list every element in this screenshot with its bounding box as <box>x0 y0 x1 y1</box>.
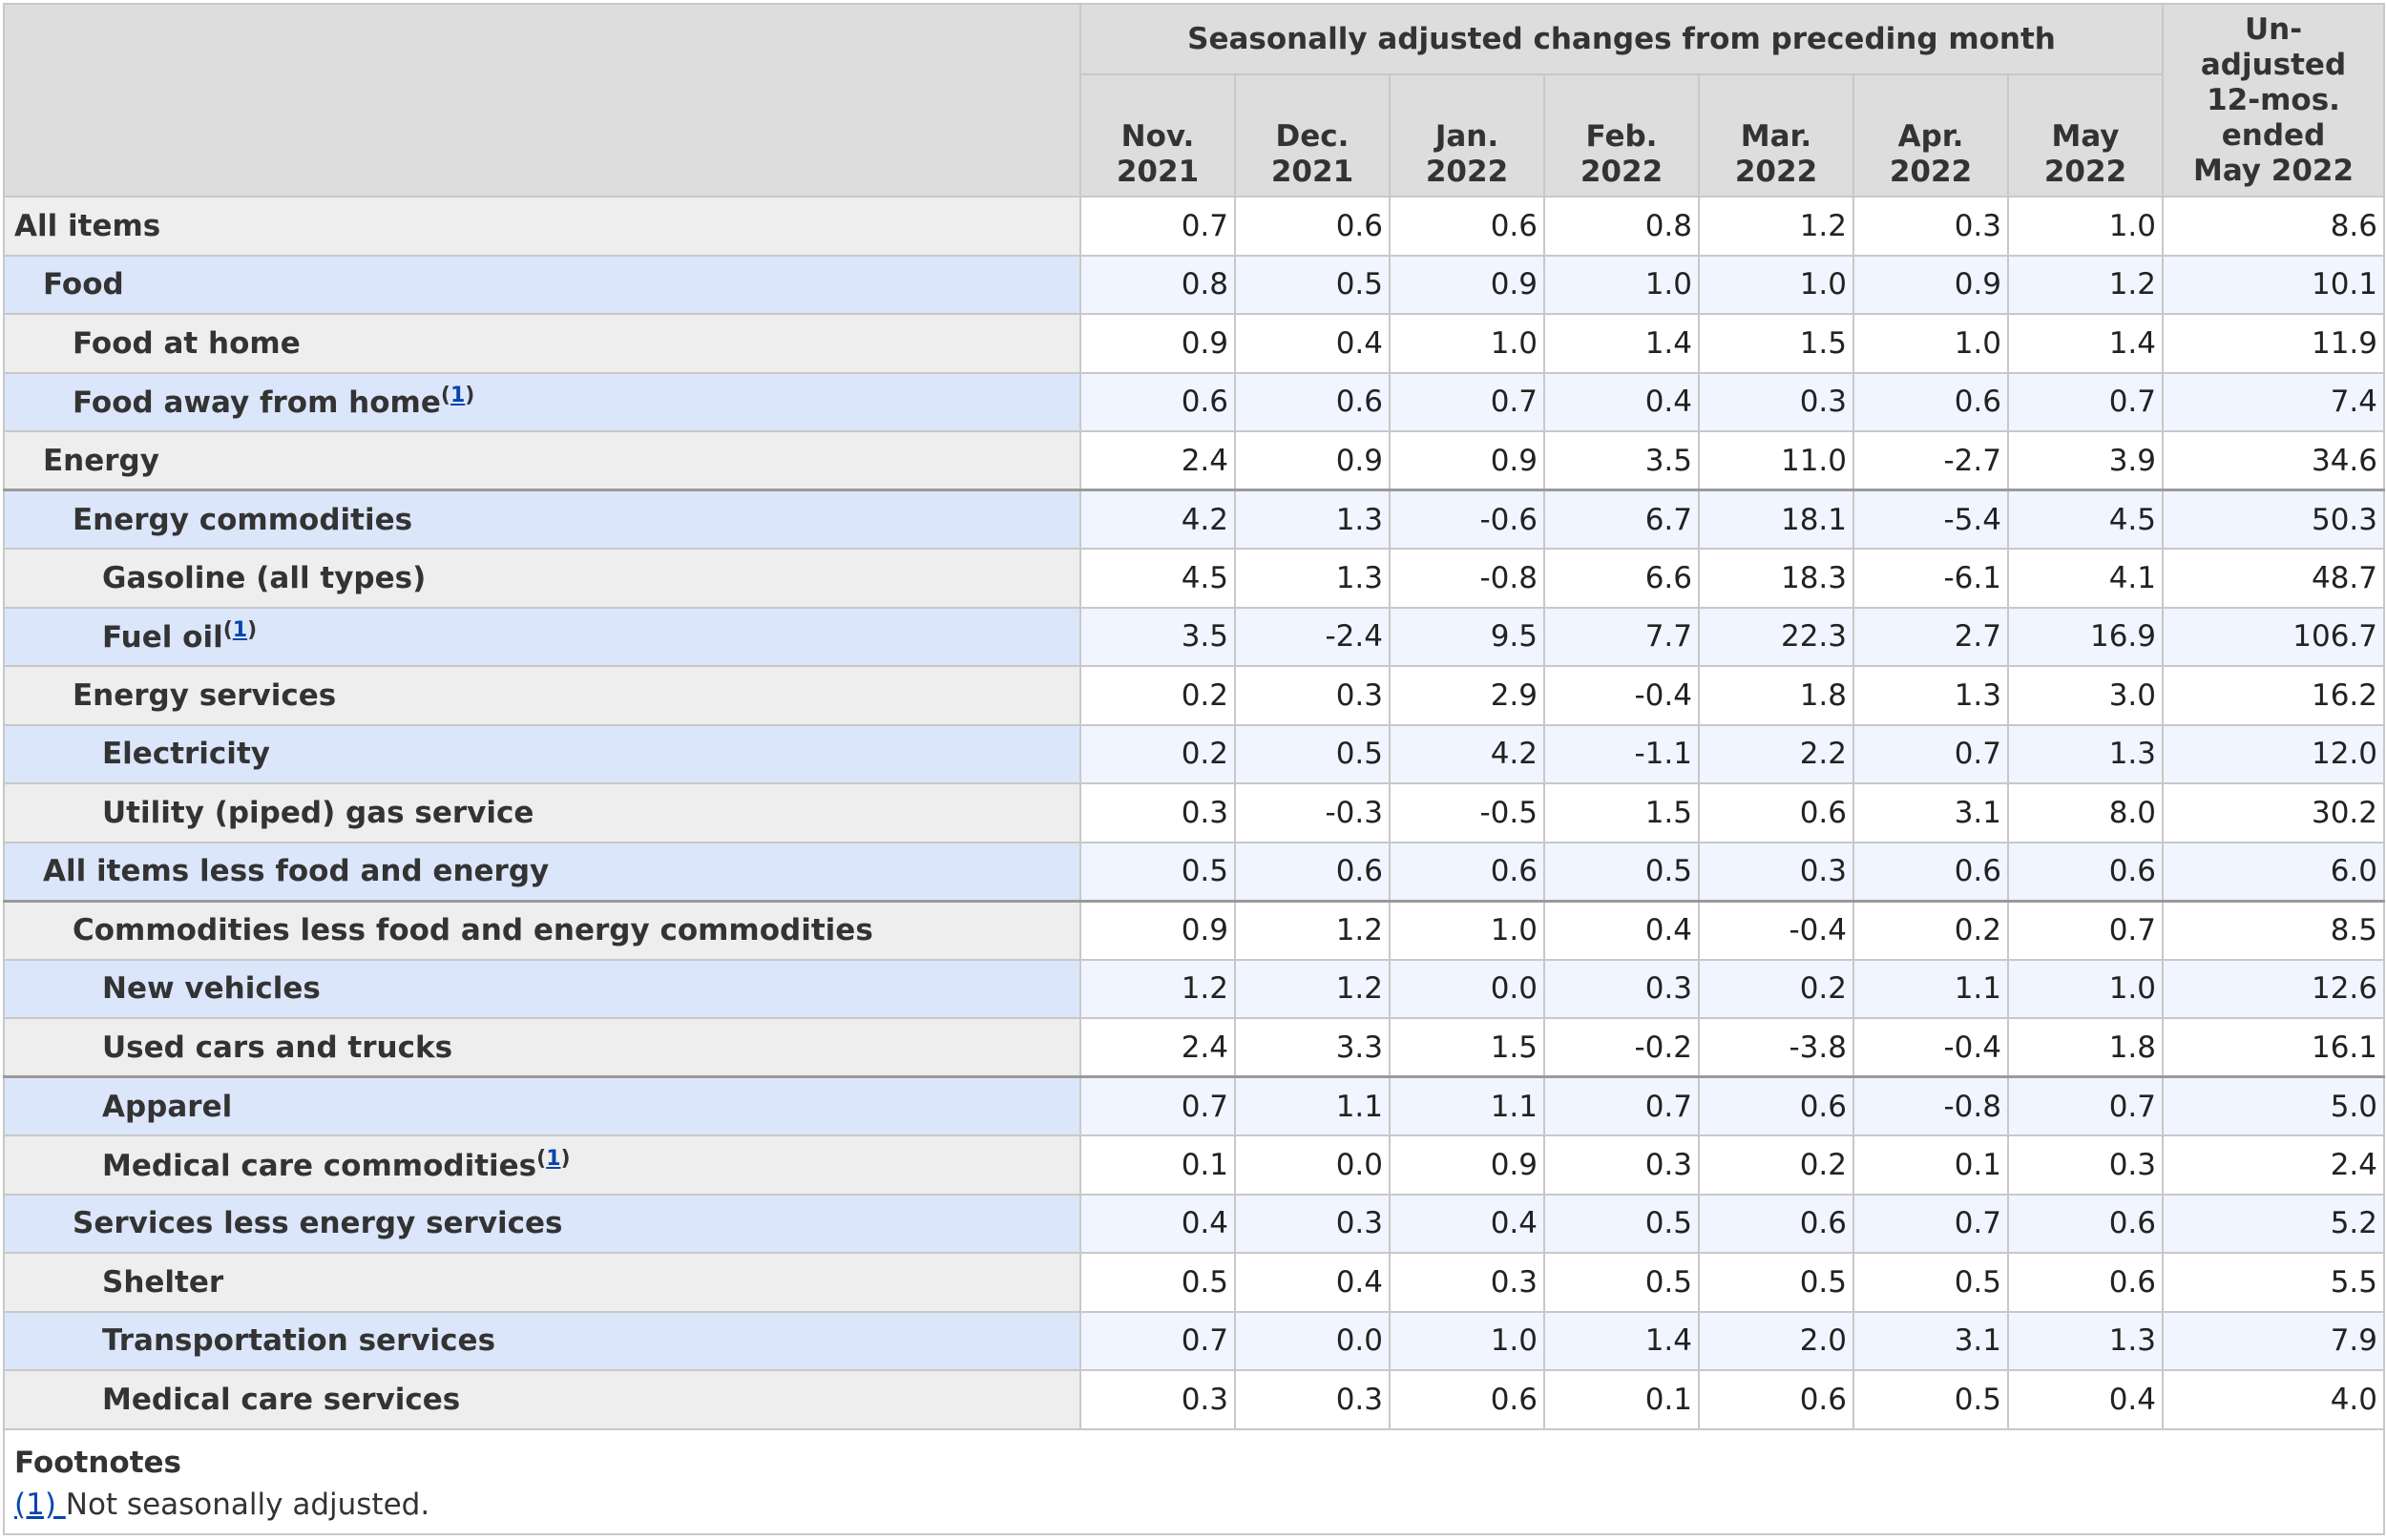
value-cell: 0.6 <box>1235 843 1390 902</box>
value-cell: 4.2 <box>1390 725 1544 784</box>
value-cell: 1.2 <box>1235 901 1390 960</box>
header-month-name: Mar. <box>1740 119 1812 154</box>
value-cell: 1.3 <box>1235 490 1390 550</box>
table-row <box>4 843 2384 902</box>
value-cell: -1.1 <box>1544 725 1699 784</box>
row-label <box>4 490 1080 550</box>
row-label-text: Shelter <box>102 1264 224 1300</box>
value-cell: -0.4 <box>1544 666 1699 725</box>
value-cell: 3.1 <box>1853 1312 2008 1371</box>
header-month <box>1235 74 1390 197</box>
value-cell: -0.4 <box>1699 901 1853 960</box>
value-cell: 6.7 <box>1544 490 1699 550</box>
value-cell: 2.7 <box>1853 608 2008 667</box>
value-cell: 2.2 <box>1699 725 1853 784</box>
row-label-text: Medical care services <box>102 1382 461 1417</box>
row-label-text: Food at home <box>73 325 301 361</box>
footnote-marker: (1) <box>536 1146 571 1171</box>
header-month-year: 2022 <box>2043 155 2127 189</box>
value-cell: 0.3 <box>1544 960 1699 1019</box>
value-cell: 4.5 <box>2008 490 2163 550</box>
value-cell: 11.0 <box>1699 431 1853 490</box>
value-cell: 0.7 <box>1080 1077 1235 1136</box>
cpi-table <box>3 3 2385 1535</box>
value-cell: 1.0 <box>1390 1312 1544 1371</box>
value-cell-12mos: 7.4 <box>2163 373 2384 432</box>
header-unadjusted-line: ended <box>2221 117 2326 153</box>
value-cell-12mos: 48.7 <box>2163 549 2384 608</box>
row-label <box>4 608 1080 667</box>
value-cell: -0.6 <box>1390 490 1544 550</box>
row-label-text: Services less energy services <box>73 1206 563 1241</box>
value-cell: 0.3 <box>1853 197 2008 256</box>
value-cell: 3.5 <box>1544 431 1699 490</box>
row-label <box>4 256 1080 315</box>
footnotes-title: Footnotes <box>14 1445 181 1480</box>
value-cell: 1.2 <box>1080 960 1235 1019</box>
table-row <box>4 256 2384 315</box>
value-cell-12mos: 12.0 <box>2163 725 2384 784</box>
value-cell: 3.1 <box>1853 783 2008 843</box>
value-cell: 1.0 <box>1390 314 1544 373</box>
value-cell: 0.5 <box>1080 843 1235 902</box>
header-seasonally-adjusted: Seasonally adjusted changes from preceding month <box>1080 4 2163 74</box>
value-cell: 0.7 <box>1080 197 1235 256</box>
value-cell-12mos: 8.6 <box>2163 197 2384 256</box>
value-cell-12mos: 2.4 <box>2163 1135 2384 1195</box>
row-label <box>4 1077 1080 1136</box>
value-cell-12mos: 50.3 <box>2163 490 2384 550</box>
header-month <box>1853 74 2008 197</box>
value-cell: 0.4 <box>1235 1253 1390 1312</box>
footnote-marker: (1) <box>440 384 475 408</box>
header-month-name: May <box>2051 119 2120 154</box>
table-row <box>4 490 2384 550</box>
value-cell: 0.3 <box>1235 1370 1390 1429</box>
value-cell: 0.7 <box>2008 901 2163 960</box>
value-cell: 0.6 <box>1235 373 1390 432</box>
header-month-year: 2022 <box>1734 155 1818 189</box>
value-cell: 0.2 <box>1853 901 2008 960</box>
value-cell: 1.0 <box>2008 197 2163 256</box>
value-cell: 0.4 <box>1235 314 1390 373</box>
value-cell: 1.4 <box>1544 1312 1699 1371</box>
value-cell: 1.1 <box>1235 1077 1390 1136</box>
value-cell: 3.5 <box>1080 608 1235 667</box>
value-cell: 0.6 <box>2008 1253 2163 1312</box>
value-cell: 3.0 <box>2008 666 2163 725</box>
row-label-text: Medical care commodities <box>102 1148 537 1183</box>
value-cell: 0.9 <box>1853 256 2008 315</box>
value-cell: 4.2 <box>1080 490 1235 550</box>
value-cell: -2.7 <box>1853 431 2008 490</box>
value-cell-12mos: 34.6 <box>2163 431 2384 490</box>
value-cell-12mos: 11.9 <box>2163 314 2384 373</box>
value-cell: 1.2 <box>1235 960 1390 1019</box>
value-cell-12mos: 5.0 <box>2163 1077 2384 1136</box>
value-cell: 0.4 <box>1390 1195 1544 1254</box>
row-label <box>4 314 1080 373</box>
row-label-text: Food <box>43 267 124 302</box>
row-label-text: Fuel oil <box>102 620 223 656</box>
value-cell: 1.0 <box>2008 960 2163 1019</box>
value-cell-12mos: 8.5 <box>2163 901 2384 960</box>
row-label-text: Commodities less food and energy commodities <box>73 913 873 947</box>
value-cell: 1.3 <box>1235 549 1390 608</box>
value-cell: 0.5 <box>1544 1253 1699 1312</box>
value-cell: 0.4 <box>1080 1195 1235 1254</box>
row-label-text: Apparel <box>102 1089 233 1124</box>
value-cell: 1.0 <box>1544 256 1699 315</box>
value-cell: 2.4 <box>1080 431 1235 490</box>
row-label <box>4 1135 1080 1195</box>
value-cell: 0.5 <box>1235 256 1390 315</box>
header-month <box>1544 74 1699 197</box>
row-label <box>4 373 1080 432</box>
value-cell: -0.8 <box>1853 1077 2008 1136</box>
header-month-year: 2021 <box>1270 155 1354 189</box>
value-cell-12mos: 7.9 <box>2163 1312 2384 1371</box>
table-row <box>4 725 2384 784</box>
value-cell: 0.6 <box>1235 197 1390 256</box>
value-cell: 0.6 <box>1699 1370 1853 1429</box>
value-cell: 2.9 <box>1390 666 1544 725</box>
value-cell: 0.5 <box>1699 1253 1853 1312</box>
value-cell: 1.1 <box>1390 1077 1544 1136</box>
value-cell: 0.0 <box>1235 1312 1390 1371</box>
value-cell: 0.0 <box>1235 1135 1390 1195</box>
value-cell: 1.5 <box>1390 1018 1544 1077</box>
value-cell: 3.9 <box>2008 431 2163 490</box>
value-cell: 0.7 <box>1853 1195 2008 1254</box>
value-cell: 16.9 <box>2008 608 2163 667</box>
header-month-name: Dec. <box>1275 119 1350 154</box>
value-cell: 0.5 <box>1080 1253 1235 1312</box>
value-cell: 0.1 <box>1544 1370 1699 1429</box>
table-row <box>4 666 2384 725</box>
value-cell: -0.5 <box>1390 783 1544 843</box>
table-row <box>4 1370 2384 1429</box>
footnote-item <box>14 1484 2374 1526</box>
value-cell: 0.9 <box>1390 1135 1544 1195</box>
table-row <box>4 1253 2384 1312</box>
row-label <box>4 783 1080 843</box>
row-label <box>4 549 1080 608</box>
value-cell-12mos: 16.2 <box>2163 666 2384 725</box>
row-label-text: Food away from home <box>73 385 441 421</box>
value-cell: 8.0 <box>2008 783 2163 843</box>
value-cell: 0.2 <box>1080 725 1235 784</box>
value-cell: 1.3 <box>1853 666 2008 725</box>
value-cell: 0.8 <box>1080 256 1235 315</box>
value-cell-12mos: 30.2 <box>2163 783 2384 843</box>
row-label <box>4 725 1080 784</box>
row-label-text: Energy services <box>73 677 337 713</box>
value-cell: 0.7 <box>1080 1312 1235 1371</box>
table-row <box>4 1018 2384 1077</box>
value-cell: 0.3 <box>2008 1135 2163 1195</box>
value-cell: 0.3 <box>1544 1135 1699 1195</box>
value-cell-12mos: 12.6 <box>2163 960 2384 1019</box>
table-row <box>4 608 2384 667</box>
value-cell: 1.0 <box>1853 314 2008 373</box>
table-body <box>4 197 2384 1429</box>
value-cell-12mos: 106.7 <box>2163 608 2384 667</box>
value-cell: 0.6 <box>2008 1195 2163 1254</box>
footnote-link[interactable]: 1 <box>546 1146 561 1171</box>
header-month-name: Feb. <box>1585 119 1658 154</box>
footnote-text: Not seasonally adjusted. <box>65 1487 430 1522</box>
value-cell: 2.0 <box>1699 1312 1853 1371</box>
row-label <box>4 843 1080 902</box>
value-cell: 0.7 <box>1853 725 2008 784</box>
value-cell: -6.1 <box>1853 549 2008 608</box>
row-label <box>4 1018 1080 1077</box>
row-label-text: Electricity <box>102 737 270 772</box>
value-cell: 1.1 <box>1853 960 2008 1019</box>
value-cell: 0.3 <box>1080 783 1235 843</box>
value-cell: 0.9 <box>1390 256 1544 315</box>
value-cell: 0.2 <box>1080 666 1235 725</box>
table-row <box>4 1312 2384 1371</box>
value-cell: 0.7 <box>1390 373 1544 432</box>
header-unadjusted-12mos <box>2163 4 2384 197</box>
table-row <box>4 960 2384 1019</box>
value-cell: 0.5 <box>1544 843 1699 902</box>
table-row <box>4 1195 2384 1254</box>
header-month-year: 2022 <box>1889 155 1973 189</box>
value-cell: 1.8 <box>1699 666 1853 725</box>
value-cell: 0.3 <box>1235 666 1390 725</box>
row-label-text: Energy commodities <box>73 502 413 537</box>
table-row <box>4 901 2384 960</box>
footnote-marker: (1) <box>222 618 258 643</box>
value-cell: -0.4 <box>1853 1018 2008 1077</box>
value-cell: 0.6 <box>1699 1077 1853 1136</box>
value-cell: 1.8 <box>2008 1018 2163 1077</box>
row-label <box>4 1312 1080 1371</box>
value-cell: -5.4 <box>1853 490 2008 550</box>
value-cell: 0.9 <box>1080 314 1235 373</box>
header-unadjusted-line: May 2022 <box>2192 153 2355 188</box>
value-cell: 1.0 <box>1699 256 1853 315</box>
row-label-text: Used cars and trucks <box>102 1030 453 1065</box>
footnote-link[interactable]: 1 <box>450 384 466 408</box>
value-cell: 0.7 <box>2008 1077 2163 1136</box>
value-cell: -0.8 <box>1390 549 1544 608</box>
value-cell-12mos: 6.0 <box>2163 843 2384 902</box>
value-cell: 0.7 <box>1544 1077 1699 1136</box>
row-label <box>4 431 1080 490</box>
header-unadjusted-line: adjusted <box>2200 47 2347 82</box>
value-cell: 0.6 <box>1853 843 2008 902</box>
value-cell: 0.4 <box>2008 1370 2163 1429</box>
value-cell: 6.6 <box>1544 549 1699 608</box>
value-cell: 0.3 <box>1390 1253 1544 1312</box>
table-row <box>4 314 2384 373</box>
footnotes-cell <box>4 1429 2384 1534</box>
value-cell: 1.2 <box>1699 197 1853 256</box>
value-cell: 0.6 <box>2008 843 2163 902</box>
value-cell: 0.4 <box>1544 901 1699 960</box>
header-month <box>1080 74 1235 197</box>
header-unadjusted-line: Un- <box>2244 11 2303 47</box>
header-month-year: 2022 <box>1580 155 1664 189</box>
value-cell: 0.4 <box>1544 373 1699 432</box>
value-cell: 0.3 <box>1235 1195 1390 1254</box>
value-cell: 4.1 <box>2008 549 2163 608</box>
value-cell: 0.6 <box>1699 1195 1853 1254</box>
row-label-text: Energy <box>43 443 159 478</box>
value-cell: 0.6 <box>1080 373 1235 432</box>
header-corner-cell <box>4 4 1080 197</box>
header-month-name: Jan. <box>1434 119 1499 154</box>
row-label <box>4 666 1080 725</box>
header-unadjusted-line: 12-mos. <box>2207 82 2340 117</box>
value-cell: 0.2 <box>1699 1135 1853 1195</box>
footnote-link[interactable]: 1 <box>232 618 248 643</box>
table-row <box>4 373 2384 432</box>
table-row <box>4 783 2384 843</box>
value-cell: 9.5 <box>1390 608 1544 667</box>
value-cell: 4.5 <box>1080 549 1235 608</box>
row-label-text: All items <box>14 208 161 243</box>
cpi-table-container <box>3 3 2383 1535</box>
table-row <box>4 1135 2384 1195</box>
row-label-text: All items less food and energy <box>43 854 550 888</box>
value-cell: 0.1 <box>1853 1135 2008 1195</box>
row-label <box>4 1195 1080 1254</box>
value-cell: 3.3 <box>1235 1018 1390 1077</box>
header-month-year: 2021 <box>1116 155 1200 189</box>
value-cell: -3.8 <box>1699 1018 1853 1077</box>
value-cell: 18.1 <box>1699 490 1853 550</box>
value-cell: 1.5 <box>1699 314 1853 373</box>
value-cell: -2.4 <box>1235 608 1390 667</box>
value-cell: -0.2 <box>1544 1018 1699 1077</box>
value-cell: 0.9 <box>1235 431 1390 490</box>
table-row <box>4 549 2384 608</box>
value-cell: 1.0 <box>1390 901 1544 960</box>
table-row <box>4 197 2384 256</box>
footnotes-row <box>4 1429 2384 1534</box>
table-row <box>4 431 2384 490</box>
row-label-text: Transportation services <box>102 1323 496 1359</box>
header-month-year: 2022 <box>1425 155 1509 189</box>
value-cell: 0.2 <box>1699 960 1853 1019</box>
value-cell: 0.1 <box>1080 1135 1235 1195</box>
value-cell: 1.3 <box>2008 1312 2163 1371</box>
value-cell: 0.5 <box>1853 1370 2008 1429</box>
header-row-top <box>4 4 2384 74</box>
value-cell: 18.3 <box>1699 549 1853 608</box>
value-cell: 0.9 <box>1390 431 1544 490</box>
header-month-name: Apr. <box>1897 119 1964 154</box>
value-cell: 0.6 <box>1699 783 1853 843</box>
value-cell: 7.7 <box>1544 608 1699 667</box>
row-label <box>4 960 1080 1019</box>
value-cell: 0.3 <box>1699 373 1853 432</box>
value-cell: 0.6 <box>1390 197 1544 256</box>
value-cell: 0.3 <box>1699 843 1853 902</box>
value-cell-12mos: 16.1 <box>2163 1018 2384 1077</box>
value-cell: 0.5 <box>1544 1195 1699 1254</box>
value-cell: 1.3 <box>2008 725 2163 784</box>
footnote-ref-link[interactable]: (1) <box>14 1487 66 1522</box>
row-label-text: Gasoline (all types) <box>102 560 427 595</box>
value-cell-12mos: 5.5 <box>2163 1253 2384 1312</box>
value-cell-12mos: 10.1 <box>2163 256 2384 315</box>
header-month <box>1390 74 1544 197</box>
value-cell: 22.3 <box>1699 608 1853 667</box>
value-cell-12mos: 5.2 <box>2163 1195 2384 1254</box>
value-cell: 0.5 <box>1235 725 1390 784</box>
value-cell: 0.5 <box>1853 1253 2008 1312</box>
value-cell-12mos: 4.0 <box>2163 1370 2384 1429</box>
value-cell: 0.6 <box>1853 373 2008 432</box>
value-cell: 1.2 <box>2008 256 2163 315</box>
value-cell: 1.4 <box>1544 314 1699 373</box>
row-label <box>4 901 1080 960</box>
row-label <box>4 1370 1080 1429</box>
value-cell: 1.4 <box>2008 314 2163 373</box>
value-cell: 2.4 <box>1080 1018 1235 1077</box>
value-cell: 0.6 <box>1390 1370 1544 1429</box>
value-cell: 0.6 <box>1390 843 1544 902</box>
table-row <box>4 1077 2384 1136</box>
row-label-text: Utility (piped) gas service <box>102 795 534 830</box>
value-cell: 1.5 <box>1544 783 1699 843</box>
value-cell: 0.7 <box>2008 373 2163 432</box>
row-label <box>4 197 1080 256</box>
value-cell: 0.9 <box>1080 901 1235 960</box>
row-label <box>4 1253 1080 1312</box>
header-month <box>2008 74 2163 197</box>
row-label-text: New vehicles <box>102 971 321 1007</box>
header-month <box>1699 74 1853 197</box>
value-cell: 0.8 <box>1544 197 1699 256</box>
value-cell: 0.0 <box>1390 960 1544 1019</box>
value-cell: -0.3 <box>1235 783 1390 843</box>
value-cell: 0.3 <box>1080 1370 1235 1429</box>
header-month-name: Nov. <box>1120 119 1195 154</box>
